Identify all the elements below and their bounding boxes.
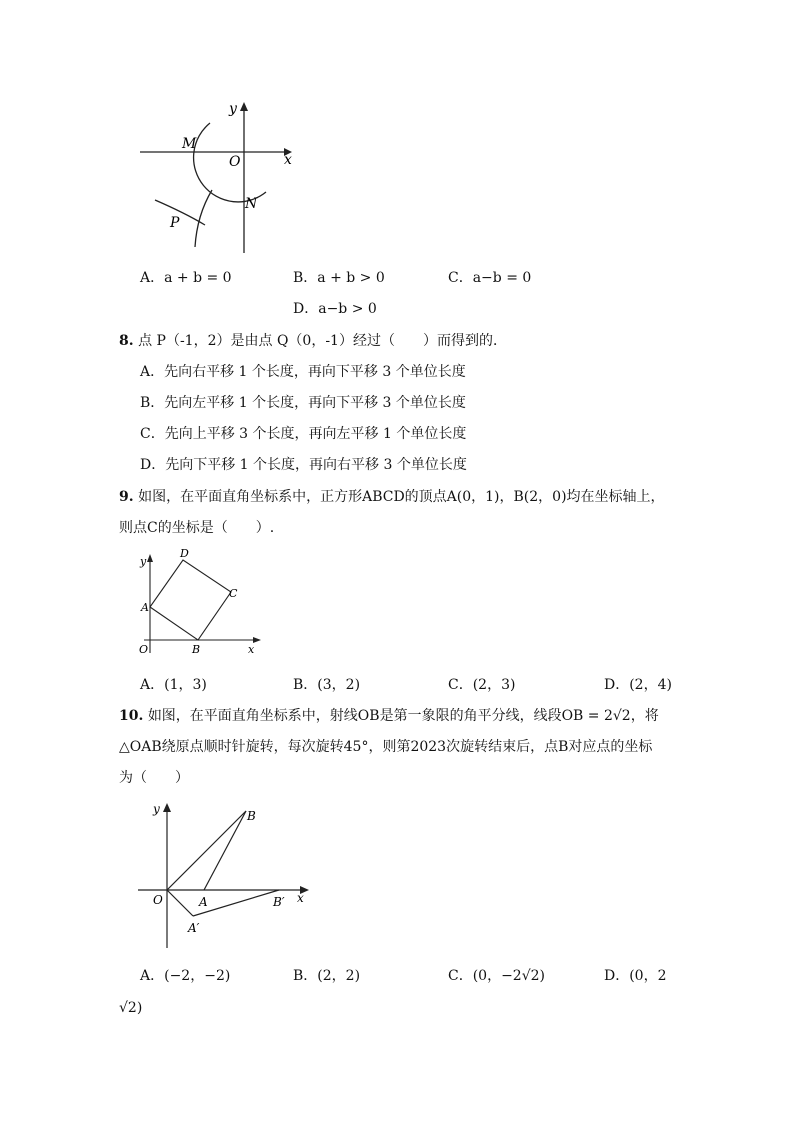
q10-option-b[interactable]: B．(2，2) [293, 968, 361, 984]
square-abcd [150, 560, 231, 640]
q10-stem-line2: △OAB绕原点顺时针旋转，每次旋转45°，则第2023次旋转结束后，点B对应点的坐标 [119, 739, 653, 755]
q7-option-b[interactable]: B．a + b > 0 [293, 270, 385, 286]
q8-stem [119, 331, 507, 351]
q8-number: 8. [119, 333, 134, 349]
x-label: x [284, 152, 292, 168]
q9-figure [134, 545, 269, 660]
q8-option-b[interactable]: B．先向左平移 1 个长度，再向下平移 3 个单位长度 [140, 395, 466, 411]
arc-p-1 [155, 200, 205, 225]
q9-number: 9. [119, 489, 134, 505]
point-b-label: B [247, 809, 256, 823]
point-b-label: B [192, 643, 201, 656]
point-p-label: P [170, 215, 180, 231]
q7-option-a[interactable]: A．a + b = 0 [140, 270, 232, 286]
q8-option-c[interactable]: C．先向上平移 3 个长度，再向左平移 1 个单位长度 [140, 426, 467, 442]
y-axis-arrow [240, 102, 248, 111]
q7-figure [130, 95, 310, 260]
segment-ob [167, 811, 246, 890]
q9-stem-line2: 则点C的坐标是（ ）. [119, 520, 275, 536]
q10-stem-line3: 为（ ） [119, 770, 189, 786]
q10-option-c[interactable]: C．(0，−2√2) [448, 968, 546, 984]
q10-figure [133, 798, 318, 956]
point-a-label: A [199, 895, 208, 909]
point-a-label: A [141, 601, 149, 614]
q9-stem-text-1: 如图，在平面直角坐标系中，正方形ABCD的顶点A(0，1)，B(2，0)均在坐标轴上， [138, 489, 665, 505]
q9-option-b[interactable]: B．(3，2) [293, 677, 361, 693]
segment-ab [204, 811, 246, 890]
q9-option-d[interactable]: D．(2，4) [604, 677, 672, 693]
x-label: x [248, 643, 255, 656]
q10-stem-text-1: 如图，在平面直角坐标系中，射线OB是第一象限的角平分线，线段OB = 2√2，将 [147, 708, 659, 724]
y-axis-arrow [147, 554, 153, 562]
origin-label: O [139, 643, 149, 656]
q9-option-a[interactable]: A．(1，3) [140, 677, 207, 693]
point-m-label: M [182, 136, 197, 152]
q10-option-d[interactable]: D．(0，2 [604, 968, 667, 984]
segment-oa-prime [167, 890, 193, 916]
q10-option-a[interactable]: A．(−2，−2) [140, 968, 231, 984]
q8-stem-text: 点 P（-1，2）是由点 Q（0，-1）经过（ ）而得到的． [138, 333, 507, 349]
q9-option-c[interactable]: C．(2，3) [448, 677, 516, 693]
y-axis-arrow [163, 803, 171, 812]
origin-label: O [153, 893, 163, 907]
x-label: x [297, 891, 304, 905]
point-d-label: D [180, 547, 189, 560]
point-c-label: C [229, 587, 238, 600]
q8-option-a[interactable]: A．先向右平移 1 个长度，再向下平移 3 个单位长度 [140, 364, 466, 380]
q10-option-d-continued: √2) [119, 1000, 143, 1016]
q10-stem-line1 [119, 706, 659, 726]
point-b-prime-label: B′ [273, 895, 285, 909]
y-label: y [229, 101, 237, 117]
q7-option-c[interactable]: C．a−b = 0 [448, 270, 532, 286]
arc-p-2 [195, 190, 212, 247]
y-label: y [153, 802, 160, 816]
q9-stem-line1 [119, 487, 665, 507]
point-n-label: N [245, 196, 258, 212]
q7-option-d[interactable]: D．a−b > 0 [293, 301, 377, 317]
q8-option-d[interactable]: D．先向下平移 1 个长度，再向右平移 3 个单位长度 [140, 457, 467, 473]
y-label: y [140, 555, 147, 568]
origin-label: O [229, 154, 241, 170]
point-a-prime-label: A′ [188, 921, 200, 935]
q10-number: 10. [119, 708, 144, 724]
